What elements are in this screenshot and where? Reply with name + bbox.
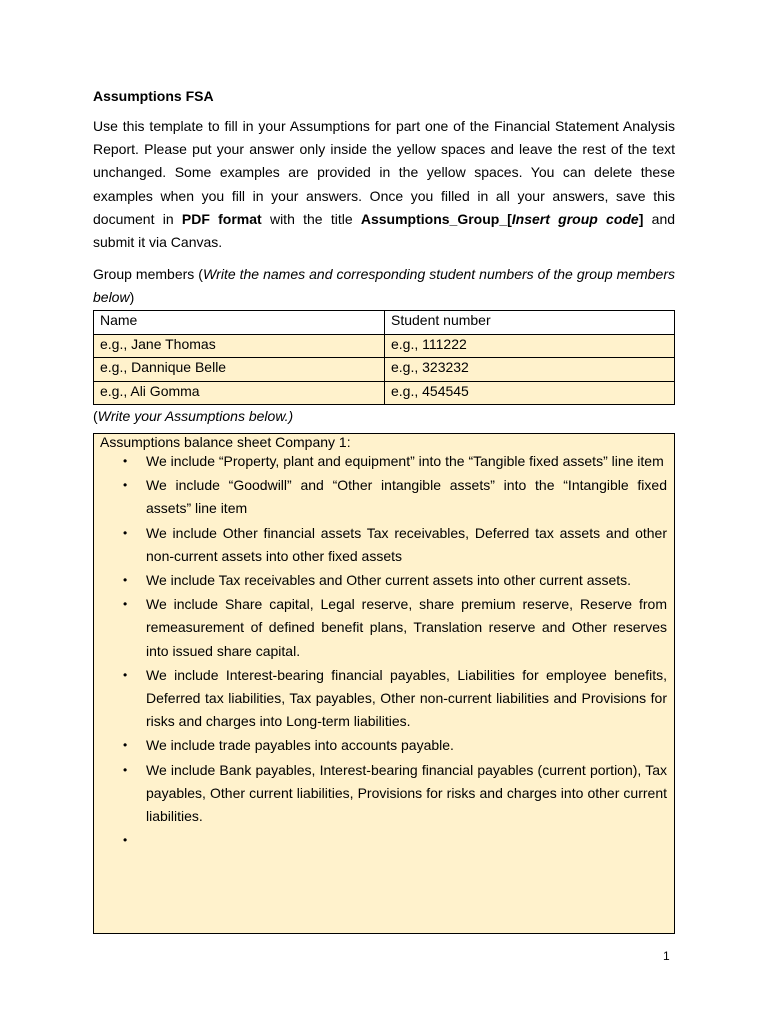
bullet-icon: • [123, 525, 128, 540]
group-code-placeholder: Insert group code [511, 210, 639, 227]
instructions-text-2: with the title [261, 210, 361, 227]
list-item[interactable] [94, 759, 674, 829]
assumption-text: We include Interest-bearing financial payables, Liabilities for employee benefits, Deferred tax liabilities, Tax payables, Other non-current liabilities and Provisions for risks and charges into Long-term liabilities. [146, 666, 667, 730]
student-number-cell[interactable]: e.g., 454545 [385, 381, 675, 405]
name-header: Name [94, 311, 385, 335]
group-members-instruction: Write the names and corresponding student numbers of the group members below [93, 266, 675, 306]
assumption-text: We include Other financial assets Tax receivables, Deferred tax assets and other non-current assets into other fixed assets [146, 524, 667, 564]
group-members-prefix: Group members ( [93, 266, 203, 283]
assumptions-answer-box[interactable] [93, 433, 675, 934]
instructions-paragraph [93, 115, 675, 254]
bullet-icon: • [123, 762, 128, 777]
group-members-table [93, 310, 675, 405]
write-assumptions-label [93, 405, 675, 428]
pdf-format-emphasis: PDF format [181, 210, 262, 227]
assumption-text: We include Bank payables, Interest-bearing financial payables (current portion), Tax payables, Other current liabilities, Provisions for risks and charges into other current liabilities. [146, 761, 667, 825]
table-row [94, 358, 675, 382]
list-item-empty[interactable] [94, 829, 674, 859]
bullet-icon: • [123, 833, 128, 848]
write-assumptions-prefix: ( [93, 408, 98, 425]
assumption-text: We include Tax receivables and Other current assets into other current assets. [146, 572, 632, 589]
list-item[interactable] [94, 569, 674, 592]
bullet-icon: • [123, 597, 128, 612]
student-number-cell[interactable]: e.g., 111222 [385, 334, 675, 358]
student-number-header: Student number [385, 311, 675, 335]
list-item[interactable] [94, 474, 674, 520]
table-row [94, 334, 675, 358]
list-item[interactable] [94, 450, 674, 473]
assumptions-heading: Assumptions balance sheet Company 1: [100, 434, 351, 450]
student-number-cell[interactable]: e.g., 323232 [385, 358, 675, 382]
member-name-cell[interactable]: e.g., Dannique Belle [94, 358, 385, 382]
assumption-text: We include “Property, plant and equipment” into the “Tangible fixed assets” line item [146, 453, 664, 469]
table-row [94, 381, 675, 405]
write-assumptions-instruction: Write your Assumptions below.) [97, 408, 294, 425]
file-title-emphasis [361, 211, 644, 227]
bullet-icon: • [123, 738, 128, 753]
bullet-icon: • [123, 454, 128, 468]
list-item[interactable] [94, 664, 674, 734]
bullet-icon: • [123, 478, 128, 493]
document-title: Assumptions FSA [93, 88, 214, 104]
table-header-row [94, 311, 675, 335]
instructions-text-3: and submit it via Canvas. [93, 210, 676, 251]
page-number: 1 [663, 949, 670, 963]
list-item[interactable] [94, 522, 674, 568]
file-title-prefix: Assumptions_Group_[ [360, 210, 512, 227]
assumption-text: We include Share capital, Legal reserve, share premium reserve, Reserve from remeasurement of defined benefit plans, Translation reserve and Other reserves into issued share capital. [146, 596, 667, 659]
assumption-text: We include “Goodwill” and “Other intangible assets” into the “Intangible fixed assets” line item [146, 477, 667, 517]
document-page [93, 86, 675, 428]
group-members-label [93, 263, 675, 309]
assumption-text: We include trade payables into accounts payable. [146, 737, 454, 754]
member-name-cell[interactable]: e.g., Ali Gomma [94, 381, 385, 405]
list-item[interactable] [94, 593, 674, 663]
member-name-cell[interactable]: e.g., Jane Thomas [94, 334, 385, 358]
file-title-close: ] [638, 210, 644, 227]
group-members-suffix: ) [129, 289, 135, 306]
bullet-icon: • [123, 667, 128, 682]
bullet-icon: • [123, 573, 128, 588]
assumptions-list [94, 450, 674, 859]
instructions-text-1: Use this template to fill in your Assumptions for part one of the Financial Statement Analysis Report. Please put your answer only inside the yellow spaces and leave the rest of the text unchanged. Some examples are provided in the yellow spaces. You can delete these examples when you fill in your answers. Once you filled in all your answers, save this document in [93, 118, 675, 227]
list-item[interactable] [94, 734, 674, 757]
